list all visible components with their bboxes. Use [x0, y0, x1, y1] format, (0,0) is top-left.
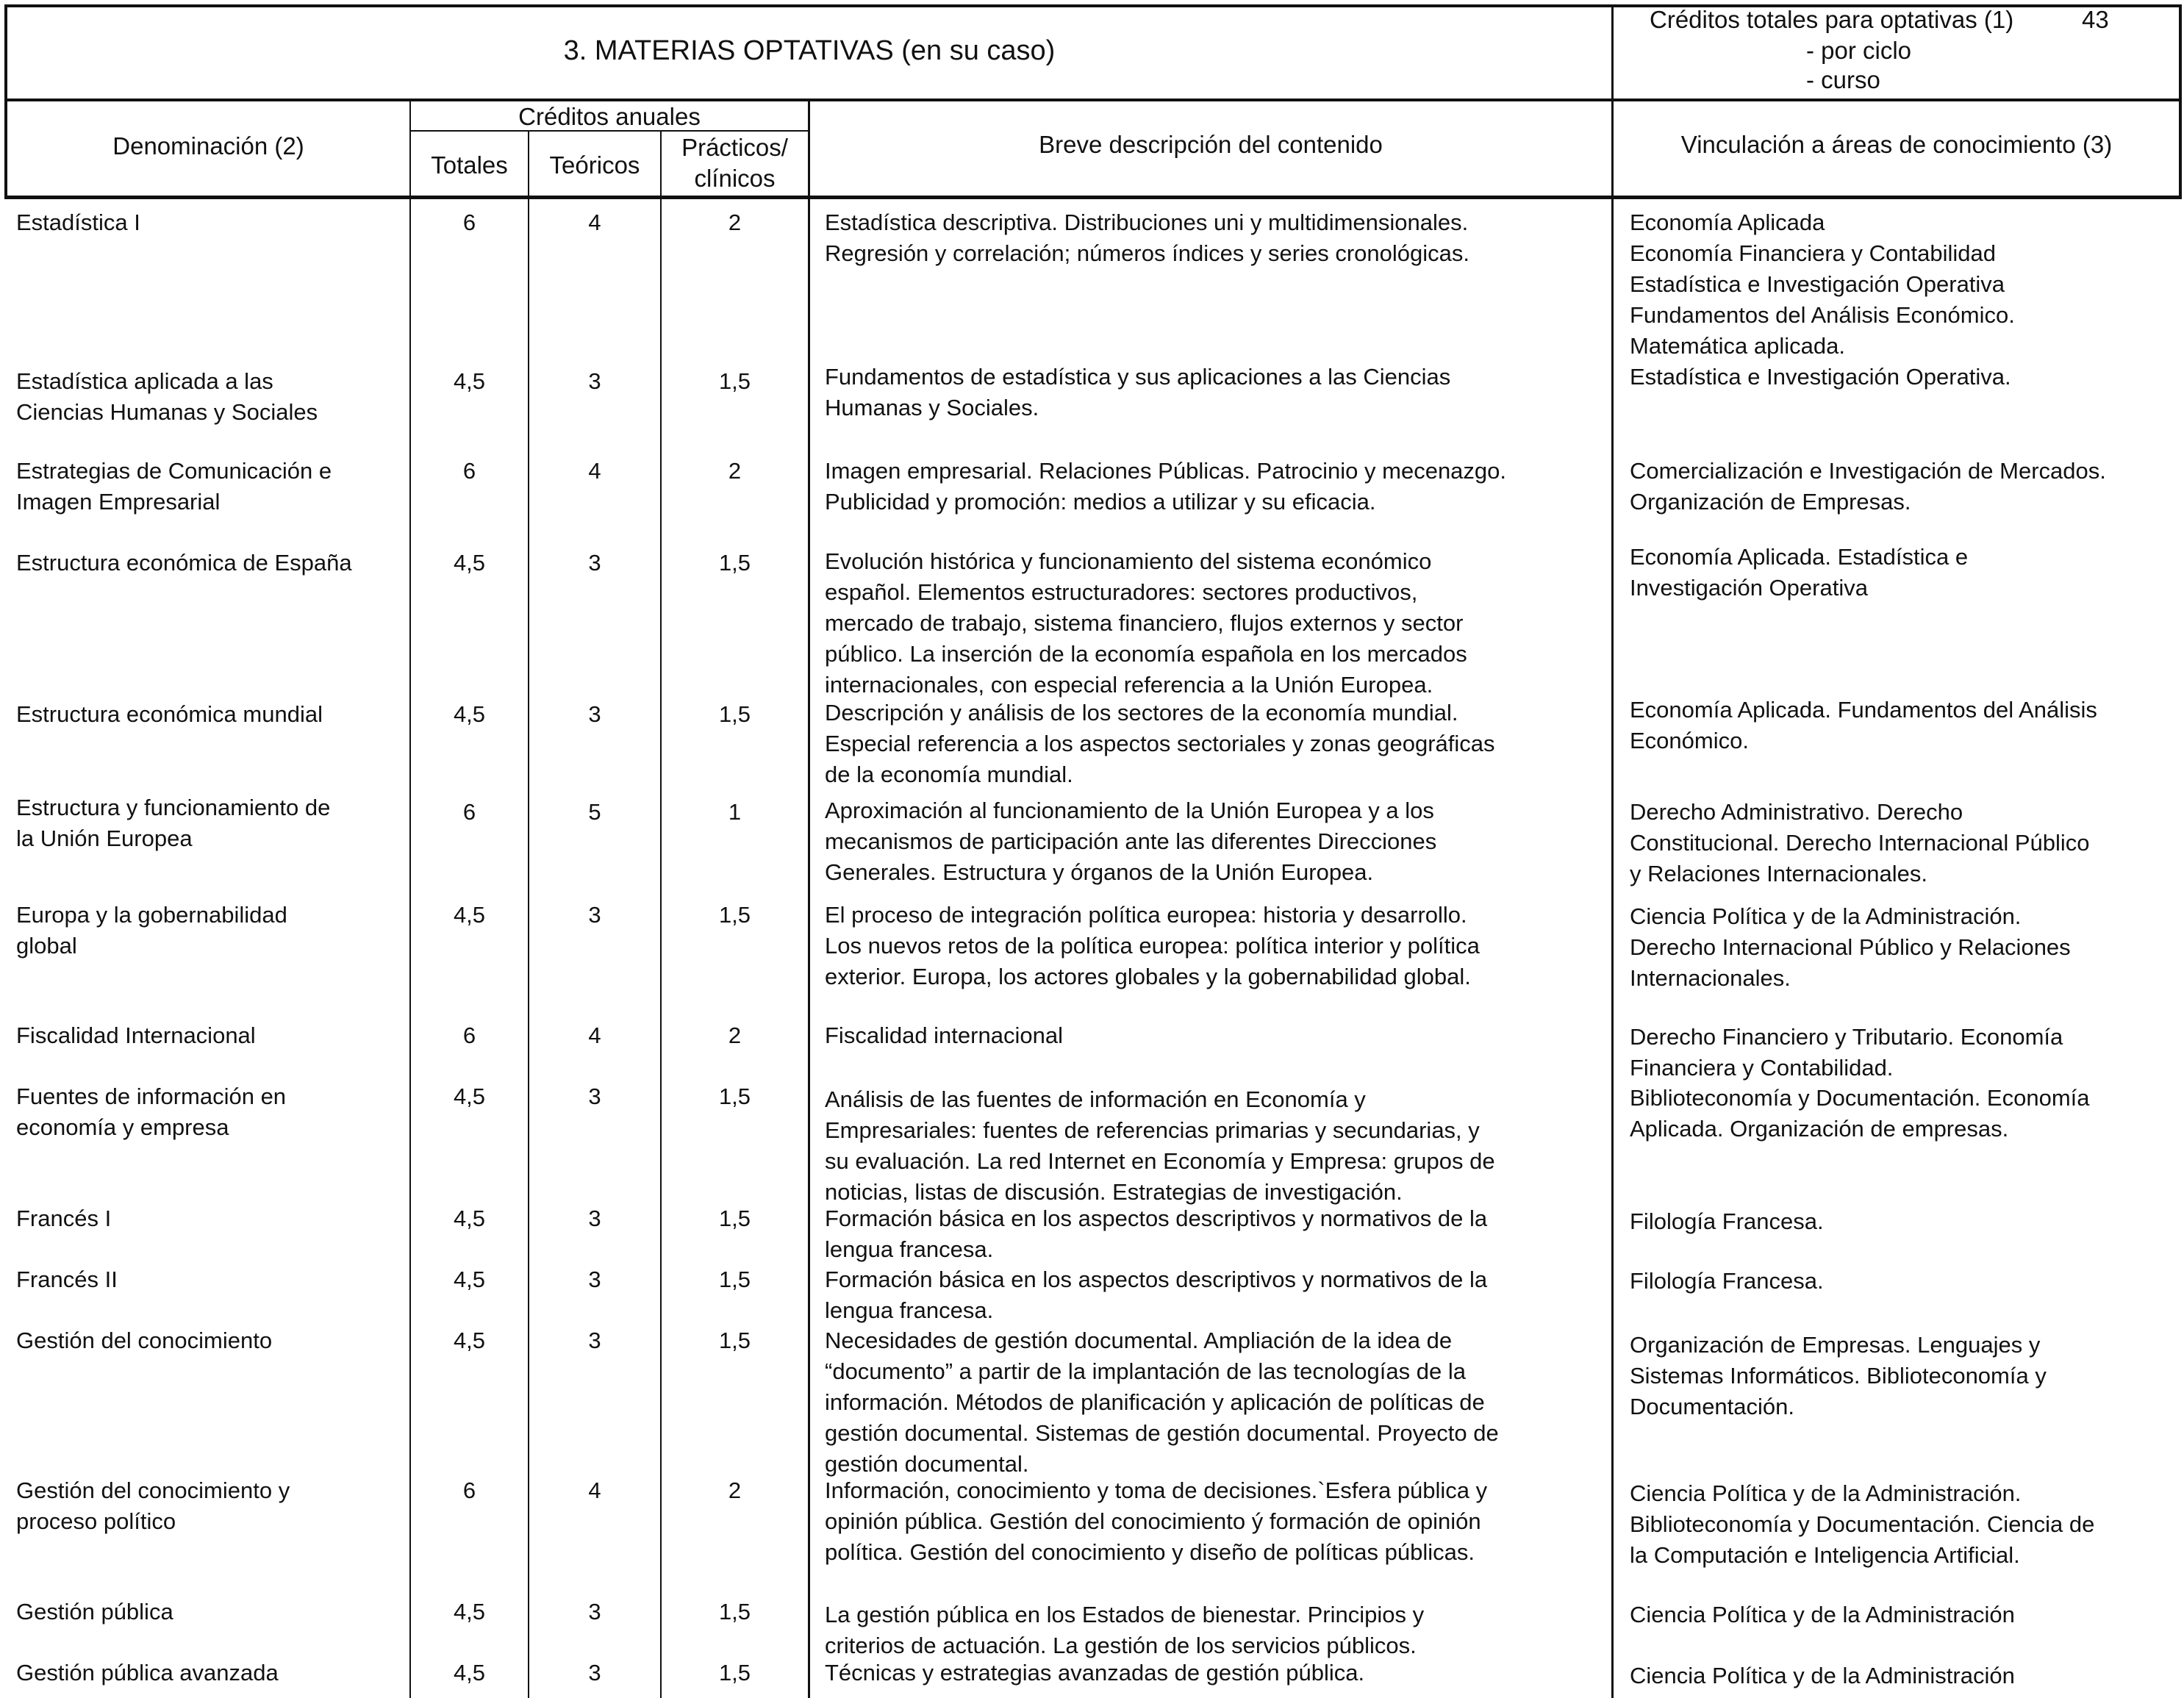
page-title: 3. MATERIAS OPTATIVAS (en su caso)	[563, 35, 1056, 66]
credits-value: 43	[2082, 6, 2109, 33]
row-vinculacion: Economía Aplicada Economía Financiera y Contabilidad Estadística e Investigación Operativa Fundamentos del Análisis Económico. Matemática aplicada.	[1630, 209, 2015, 359]
row-descripcion: Formación básica en los aspectos descriptivos y normativos de la lengua francesa.	[825, 1206, 1488, 1262]
row-name: Estrategias de Comunicación e Imagen Empresarial	[16, 458, 332, 515]
row-totales: 4,5	[453, 550, 486, 576]
row-totales: 6	[462, 458, 476, 484]
row-name: Estructura económica mundial	[16, 701, 323, 727]
row-totales: 4,5	[453, 701, 486, 727]
title-credits-divider	[1611, 4, 1614, 1698]
row-name: Estadística aplicada a las Ciencias Humanas y Sociales	[16, 368, 318, 425]
col-header-teoricos: Teóricos	[549, 151, 640, 179]
row-vinculacion: Filología Francesa.	[1630, 1268, 1824, 1294]
row-practicos: 1,5	[718, 902, 751, 928]
row-vinculacion: Ciencia Política y de la Administración. Derecho Internacional Público y Relaciones Internacionales.	[1630, 903, 2071, 991]
row-practicos: 2	[728, 458, 742, 484]
row-teoricos: 3	[588, 902, 601, 928]
row-name: Fiscalidad Internacional	[16, 1022, 256, 1048]
header-bottom-border	[4, 98, 2182, 101]
row-practicos: 2	[728, 209, 742, 235]
row-practicos: 1,5	[718, 550, 751, 576]
table-left-border	[4, 4, 7, 198]
row-practicos: 1,5	[718, 1083, 751, 1109]
row-name: Estructura y funcionamiento de la Unión Europea	[16, 795, 331, 851]
row-practicos: 2	[728, 1022, 742, 1048]
row-vinculacion: Estadística e Investigación Operativa.	[1630, 364, 2011, 390]
row-teoricos: 4	[588, 209, 601, 235]
row-descripcion: Fiscalidad internacional	[825, 1022, 1063, 1048]
row-totales: 6	[462, 1477, 476, 1503]
row-teoricos: 3	[588, 1267, 601, 1292]
row-teoricos: 3	[588, 1206, 601, 1231]
row-descripcion: Información, conocimiento y toma de decisiones.`Esfera pública y opinión pública. Gestión del conocimiento ý formación de opinión política. Gestión del conocimiento y diseño de políticas públicas.	[825, 1477, 1488, 1565]
row-practicos: 1,5	[718, 1206, 751, 1231]
row-vinculacion: Ciencia Política y de la Administración	[1630, 1602, 2015, 1627]
row-descripcion: Fundamentos de estadística y sus aplicaciones a las Ciencias Humanas y Sociales.	[825, 364, 1451, 420]
row-practicos: 1,5	[718, 1328, 751, 1353]
row-totales: 4,5	[453, 368, 486, 394]
row-totales: 4,5	[453, 902, 486, 928]
col-header-creditos-anuales: Créditos anuales	[518, 103, 701, 130]
row-teoricos: 3	[588, 701, 601, 727]
column-header-bottom-border	[4, 196, 2182, 199]
row-practicos: 2	[728, 1477, 742, 1503]
per-course-label: - curso	[1806, 66, 1880, 93]
row-descripcion: El proceso de integración política europea: historia y desarrollo. Los nuevos retos de la política europea: política interior y política exterior. Europa, los actores globales y la gobernabilidad global.	[825, 902, 1480, 989]
row-teoricos: 3	[588, 1599, 601, 1624]
row-descripcion: Necesidades de gestión documental. Ampliación de la idea de “documento” a partir de la implantación de las tecnologías de la información. Métodos de planificación y aplicación de políticas de gestión documental. Sistemas de gestión documental. Proyecto de gestión documental.	[825, 1328, 1499, 1477]
row-descripcion: Evolución histórica y funcionamiento del sistema económico español. Elementos estructuradores: sectores productivos, mercado de trabajo, sistema financiero, flujos externos y sector público. La inserción de la economía española en los mercados internacionales, con especial referencia a la Unión Europea.	[825, 548, 1467, 698]
row-teoricos: 4	[588, 458, 601, 484]
row-teoricos: 3	[588, 1328, 601, 1353]
row-totales: 4,5	[453, 1083, 486, 1109]
row-totales: 6	[462, 1022, 476, 1048]
row-practicos: 1	[728, 799, 742, 825]
row-vinculacion: Organización de Empresas. Lenguajes y Sistemas Informáticos. Biblioteconomía y Documentación.	[1630, 1332, 2047, 1419]
row-totales: 6	[462, 799, 476, 825]
row-descripcion: Técnicas y estrategias avanzadas de gestión pública.	[825, 1660, 1365, 1686]
row-totales: 4,5	[453, 1206, 486, 1231]
row-totales: 6	[462, 209, 476, 235]
row-practicos: 1,5	[718, 368, 751, 394]
row-teoricos: 3	[588, 1660, 601, 1686]
row-vinculacion: Comercialización e Investigación de Mercados. Organización de Empresas.	[1630, 458, 2106, 515]
row-name: Fuentes de información en economía y empresa	[16, 1083, 287, 1140]
row-descripcion: Aproximación al funcionamiento de la Unión Europea y a los mecanismos de participación ante las diferentes Direcciones Generales. Estructura y órganos de la Unión Europea.	[825, 798, 1437, 885]
row-teoricos: 4	[588, 1022, 601, 1048]
row-vinculacion: Biblioteconomía y Documentación. Economía Aplicada. Organización de empresas.	[1630, 1085, 2090, 1142]
row-vinculacion: Derecho Administrativo. Derecho Constitucional. Derecho Internacional Público y Relaciones Internacionales.	[1630, 799, 2090, 886]
row-descripcion: Descripción y análisis de los sectores de la economía mundial. Especial referencia a los aspectos sectoriales y zonas geográficas de la economía mundial.	[825, 700, 1495, 787]
row-name: Francés I	[16, 1206, 112, 1231]
row-practicos: 1,5	[718, 1660, 751, 1686]
col-divider-name	[409, 100, 411, 1698]
row-name: Gestión pública	[16, 1599, 173, 1624]
row-totales: 4,5	[453, 1660, 486, 1686]
row-totales: 4,5	[453, 1328, 486, 1353]
row-descripcion: Formación básica en los aspectos descriptivos y normativos de la lengua francesa.	[825, 1267, 1488, 1323]
row-teoricos: 3	[588, 368, 601, 394]
row-vinculacion: Filología Francesa.	[1630, 1208, 1824, 1234]
col-header-descripcion: Breve descripción del contenido	[1039, 131, 1383, 158]
row-name: Gestión del conocimiento y proceso político	[16, 1477, 290, 1534]
row-vinculacion: Ciencia Política y de la Administración. Biblioteconomía y Documentación. Ciencia de la Computación e Inteligencia Artificial.	[1630, 1480, 2095, 1568]
row-name: Gestión pública avanzada	[16, 1660, 279, 1686]
row-descripcion: Estadística descriptiva. Distribuciones uni y multidimensionales. Regresión y correlación; números índices y series cronológicas.	[825, 209, 1470, 266]
row-vinculacion: Economía Aplicada. Fundamentos del Análisis Económico.	[1630, 697, 2097, 753]
col-header-totales: Totales	[431, 151, 508, 179]
row-descripcion: Análisis de las fuentes de información en Economía y Empresariales: fuentes de referencias primarias y secundarias, y su evaluación. La red Internet en Economía y Empresa: grupos de noticias, listas de discusión. Estrategias de investigación.	[825, 1086, 1495, 1205]
row-vinculacion: Derecho Financiero y Tributario. Economía Financiera y Contabilidad.	[1630, 1024, 2063, 1081]
row-practicos: 1,5	[718, 1599, 751, 1624]
row-teoricos: 3	[588, 1083, 601, 1109]
per-cycle-label: - por ciclo	[1806, 37, 1912, 64]
col-header-denominacion: Denominación (2)	[112, 132, 304, 160]
row-practicos: 1,5	[718, 701, 751, 727]
row-name: Gestión del conocimiento	[16, 1328, 273, 1353]
row-teoricos: 5	[588, 799, 601, 825]
table-right-border	[2179, 4, 2182, 198]
row-vinculacion: Economía Aplicada. Estadística e Investigación Operativa	[1630, 544, 1969, 601]
row-name: Europa y la gobernabilidad global	[16, 902, 287, 959]
row-teoricos: 3	[588, 550, 601, 576]
row-practicos: 1,5	[718, 1267, 751, 1292]
col-header-vinculacion: Vinculación a áreas de conocimiento (3)	[1680, 131, 2113, 158]
col-divider-practicos	[808, 100, 810, 1698]
col-header-practicos: Prácticos/ clínicos	[681, 134, 788, 192]
row-name: Estadística I	[16, 209, 140, 235]
row-name: Francés II	[16, 1267, 118, 1292]
row-totales: 4,5	[453, 1267, 486, 1292]
credits-label: Créditos totales para optativas (1)	[1650, 6, 2014, 33]
row-teoricos: 4	[588, 1477, 601, 1503]
row-vinculacion: Ciencia Política y de la Administración	[1630, 1663, 2015, 1688]
row-name: Estructura económica de España	[16, 550, 352, 576]
row-descripcion: La gestión pública en los Estados de bienestar. Principios y criterios de actuación. La gestión de los servicios públicos.	[825, 1602, 1425, 1658]
row-descripcion: Imagen empresarial. Relaciones Públicas. Patrocinio y mecenazgo. Publicidad y promoción: medios a utilizar y su eficacia.	[825, 458, 1507, 515]
row-totales: 4,5	[453, 1599, 486, 1624]
